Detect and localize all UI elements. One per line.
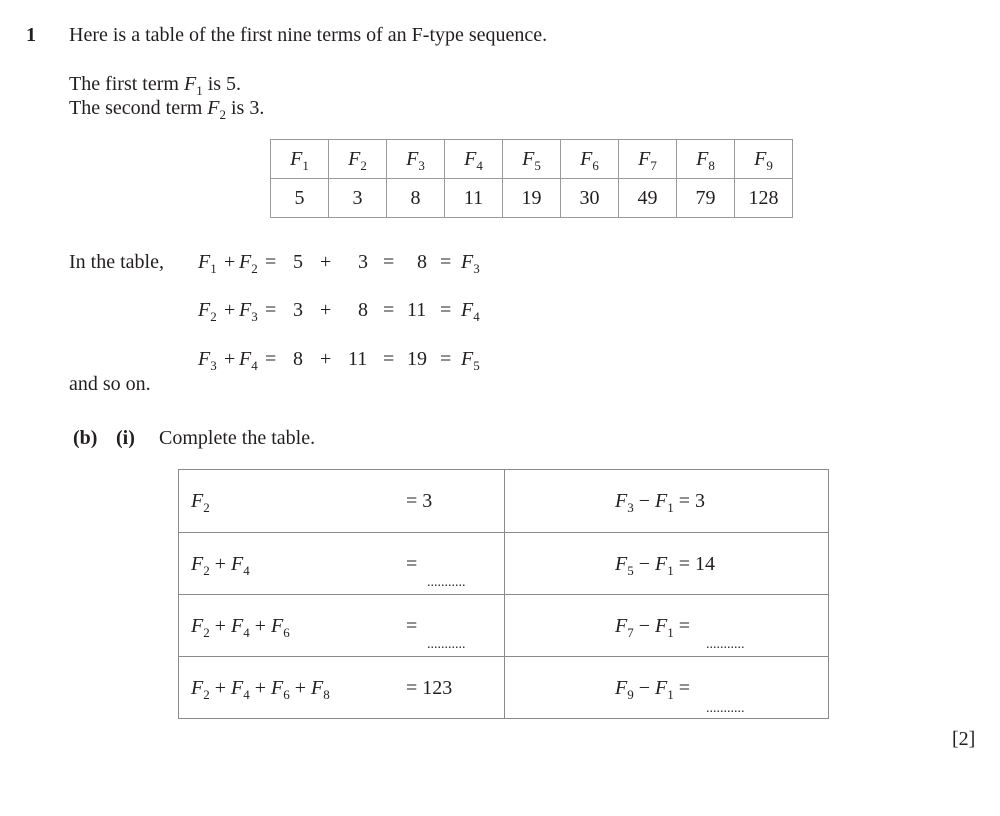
- left-value: = 123: [406, 677, 453, 699]
- answer-blank[interactable]: ...........: [427, 637, 466, 652]
- seq-header: $F_1$: [271, 140, 329, 179]
- seq-value: 5: [271, 179, 329, 218]
- right-expression: $F_3 - F_1 = 3$: [615, 490, 705, 515]
- marks: [2]: [952, 728, 976, 750]
- left-expression: $F_2$: [191, 490, 210, 515]
- left-expression: $F_2 + F_4 + F_6 + F_8$: [191, 677, 330, 702]
- answer-blank[interactable]: ...........: [706, 701, 745, 716]
- seq-value: 49: [619, 179, 677, 218]
- second-term-symbol: $F_2$: [207, 97, 226, 122]
- equations-tail: and so on.: [69, 373, 151, 395]
- first-term-post: is 5.: [207, 73, 242, 95]
- equation-row: $F_2$ + $F_3$ = 3 + 8 = 11 = $F_4$: [198, 299, 480, 324]
- seq-header: $F_4$: [445, 140, 503, 179]
- left-value: =: [406, 615, 418, 637]
- left-expression: $F_2 + F_4$: [191, 553, 250, 578]
- table-row: [179, 532, 828, 595]
- seq-value: 3: [329, 179, 387, 218]
- first-term-line: [69, 73, 241, 96]
- completion-table: [178, 469, 829, 719]
- part-label-b: (b): [73, 427, 98, 449]
- question-number: 1: [26, 24, 36, 46]
- table-row: [179, 656, 828, 719]
- right-expression: $F_5 - F_1 = 14$: [615, 553, 715, 578]
- seq-header: $F_2$: [329, 140, 387, 179]
- seq-header: $F_7$: [619, 140, 677, 179]
- table-row: [179, 470, 828, 532]
- equation-row: $F_1$ + $F_2$ = 5 + 3 = 8 = $F_3$: [198, 251, 480, 276]
- seq-value: 79: [677, 179, 735, 218]
- equations-lead: In the table,: [69, 251, 164, 273]
- second-term-post: is 3.: [231, 97, 265, 119]
- equation-row: $F_3$ + $F_4$ = 8 + 11 = 19 = $F_5$: [198, 348, 480, 373]
- seq-value: 30: [561, 179, 619, 218]
- seq-value: 19: [503, 179, 561, 218]
- first-term-pre: The first term: [69, 73, 179, 95]
- seq-header: $F_9$: [735, 140, 793, 179]
- sequence-table: [270, 139, 793, 218]
- seq-header: $F_6$: [561, 140, 619, 179]
- left-value: = 3: [406, 490, 433, 512]
- seq-value: 128: [735, 179, 793, 218]
- seq-value: 11: [445, 179, 503, 218]
- left-value: =: [406, 553, 418, 575]
- seq-header: $F_5$: [503, 140, 561, 179]
- second-term-pre: The second term: [69, 97, 203, 119]
- answer-blank[interactable]: ...........: [706, 637, 745, 652]
- right-expression: $F_9 - F_1$ =: [615, 677, 690, 702]
- right-expression: $F_7 - F_1$ =: [615, 615, 690, 640]
- seq-value: 8: [387, 179, 445, 218]
- part-instruction: Complete the table.: [159, 427, 316, 449]
- question-intro: Here is a table of the first nine terms of an F-type sequence.: [69, 24, 548, 46]
- seq-header: $F_8$: [677, 140, 735, 179]
- second-term-line: [69, 97, 264, 120]
- part-label-i: (i): [116, 427, 135, 449]
- first-term-symbol: $F_1$: [183, 73, 203, 98]
- answer-blank[interactable]: ...........: [427, 575, 466, 590]
- table-row: [179, 594, 828, 657]
- left-expression: $F_2 + F_4 + F_6$: [191, 615, 290, 640]
- seq-header: $F_3$: [387, 140, 445, 179]
- sequence-value-row: [271, 179, 793, 218]
- sequence-header-row: [271, 140, 793, 179]
